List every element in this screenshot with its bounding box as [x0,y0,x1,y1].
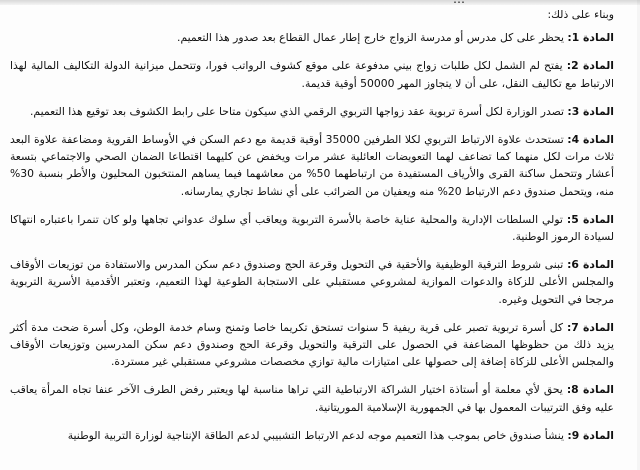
article-6-number: المادة 6: [567,258,614,272]
article-6 [10,256,614,308]
article-5-text: تولي السلطات الإدارية والمحلية عناية خاصة بالأسرة التربوية ويعاقب أي سلوك عدواني تجاهها ولو كان تنمرا باعتباره انتهاكا لسيادة الرموز الوطنية. [10,212,614,244]
document-body [10,6,614,455]
article-5 [10,211,614,245]
article-3-number: المادة 3: [567,104,614,118]
article-1-text: يحظر على كل مدرس أو مدرسة الزواج خارج إطار عمال القطاع بعد صدور هذا التعميم. [177,31,564,45]
article-8-text: يحق لأي معلمة أو أستاذة اختيار الشراكة الارتباطية التي تراها مناسبة لها ويعتبر رفض الطرف الآخر عنفا تجاه المرأة يعاقب عليه وفق الترتيبات المعمول بها في الجمهورية الإسلامية الموريتانية. [10,383,614,414]
article-7-text: كل أسرة تربوية تصبر على قرية ريفية 5 سنوات تستحق تكريما خاصا وتمنح وسام خدمة الوطن، وكل أسرة ضحت مدة أكثر يزيد ذلك من حظوظها المضاعفة في الحصول على الترقية والتحويل وقرعة الحج وصندوق دعم سكن المدرسين وتوزيعات الأوقاف والمجلس الأعلى للزكاة إضافة إلى حصولها على امتيازات مالية توازي مخصصات مشروعي مستقبلي غير مستردة. [10,320,614,369]
article-2-number: المادة 2: [566,59,614,73]
article-4 [10,131,614,200]
article-4-text: تستحدث علاوة الارتباط التربوي لكلا الطرفين 35000 أوقية قديمة مع دعم السكن في الأوساط القروية ومضاعفة علاوة البعد ثلاث مرات لكل منهما كما تضاعف لهما التعويضات العائلية عشر مرات ويخفض عن كليهما اقتطاعا الضمان الصحي والاجتماعي بتسعة أعشار وتتحمل ساكنة القرى والأرياف المستفيدة من ارتباطهما 50% من معاشهما فيما يساهم المنتخبون المحليون والأطر بنسبة 30% منه، ويتحمل صندوق دعم الارتباط 20% منه ويعفيان من الضرائب على أي نشاط تجاري يمارسانه. [10,133,614,198]
intro-text: وبناء على ذلك: [547,8,614,21]
article-6-text: تبنى شروط الترقية الوظيفية والأحقية في التحويل وقرعة الحج وصندوق دعم سكن المدرس والاستفادة من توزيعات الأوقاف والمجلس الأعلى للزكاة والدعوات الموازية لمشروعي مستقبلي على الاستجابة الطوعية لهذا التعميم، وتعتبر الأقدمية الأسرية التربوية مرجحا في التحويل وغيره. [10,258,614,306]
cut-off-previous-line [195,0,465,5]
article-1 [10,29,614,46]
article-9 [10,427,614,444]
article-5-number: المادة 5: [566,212,614,226]
article-4-number: المادة 4: [567,133,614,147]
article-9-text: ينشأ صندوق خاص بموجب هذا التعميم موجه لدعم الارتباط التشبيبي لدعم الطاقة الإنتاجية لوزارة التربية الوطنية [67,428,564,442]
article-8 [10,381,614,415]
article-2-text: يفتح لم الشمل لكل طلبات زواج بيني مدفوعة على موقع كشوف الرواتب فورا، وتتحمل ميزانية الدولة التكاليف المالية لهذا الارتباط مع تكاليف النقل، على أن لا يتجاوز المهر 50000 أوقية قديمة. [10,59,614,90]
article-3 [10,103,614,120]
article-2 [10,57,614,91]
article-1-number: المادة 1: [567,31,614,45]
article-8-number: المادة 8: [566,383,614,397]
article-7-number: المادة 7: [566,320,615,334]
article-9-number: المادة 9: [567,428,614,442]
article-3-text: تصدر الوزارة لكل أسرة تربوية عقد زواجها التربوي الرقمي الذي سيكون متاحا على رابط الكشوف بعد توقيع هذا التعميم. [29,104,564,118]
article-7 [10,319,614,371]
